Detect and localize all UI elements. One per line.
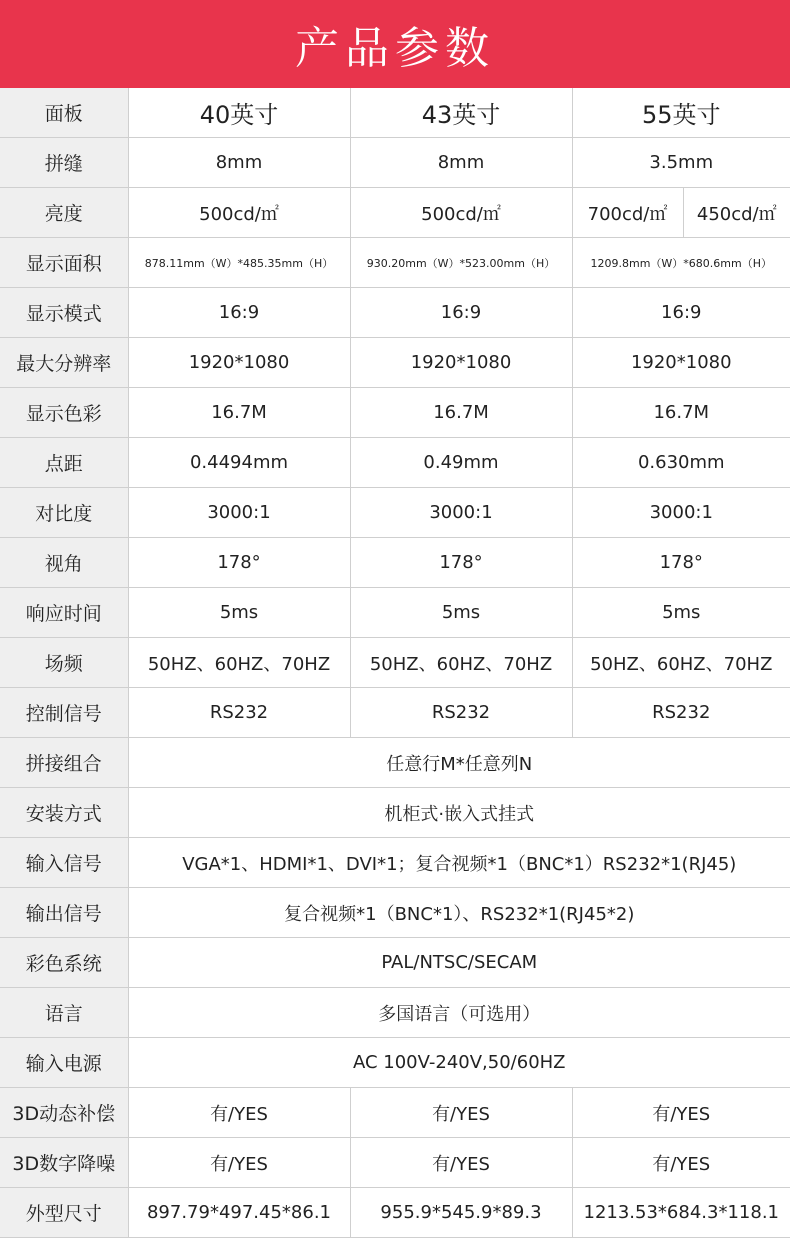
spec-row-installation <box>0 788 790 838</box>
spec-row-dot-pitch <box>0 438 790 488</box>
spec-label: 对比度 <box>0 488 128 538</box>
spec-value-43in: 有/YES <box>350 1138 572 1188</box>
spec-value-40in: 1920*1080 <box>128 338 350 388</box>
spec-value-55in: 有/YES <box>572 1138 790 1188</box>
spec-value-55in: 16.7M <box>572 388 790 438</box>
spec-row-brightness <box>0 188 790 238</box>
spec-value-55in-b: 450cd/㎡ <box>683 188 790 238</box>
spec-value-43in: 1920*1080 <box>350 338 572 388</box>
spec-value-43in: 3000:1 <box>350 488 572 538</box>
spec-value-55in: 178° <box>572 538 790 588</box>
spec-value-55in: 1920*1080 <box>572 338 790 388</box>
spec-value-40in: 50HZ、60HZ、70HZ <box>128 638 350 688</box>
spec-value-43in: 16.7M <box>350 388 572 438</box>
spec-row-display-mode <box>0 288 790 338</box>
spec-label: 面板 <box>0 88 128 138</box>
spec-row-viewing-angle <box>0 538 790 588</box>
spec-value-all: 机柜式·嵌入式挂式 <box>128 788 790 838</box>
spec-row-dimensions <box>0 1188 790 1238</box>
spec-value-all: 任意行M*任意列N <box>128 738 790 788</box>
spec-label: 拼接组合 <box>0 738 128 788</box>
spec-value-40in: 5ms <box>128 588 350 638</box>
spec-row-splicing <box>0 738 790 788</box>
spec-value-40in: 178° <box>128 538 350 588</box>
spec-label: 3D动态补偿 <box>0 1088 128 1138</box>
spec-value-43in: 43英寸 <box>350 88 572 138</box>
spec-value-43in: 16:9 <box>350 288 572 338</box>
spec-label: 输出信号 <box>0 888 128 938</box>
spec-label: 视角 <box>0 538 128 588</box>
spec-table <box>0 88 790 1238</box>
spec-value-55in: 有/YES <box>572 1088 790 1138</box>
spec-label: 亮度 <box>0 188 128 238</box>
spec-value-55in: 1209.8mm（W）*680.6mm（H） <box>572 238 790 288</box>
spec-label: 安装方式 <box>0 788 128 838</box>
spec-value-43in: 50HZ、60HZ、70HZ <box>350 638 572 688</box>
spec-row-digital-3d <box>0 1138 790 1188</box>
spec-label: 场频 <box>0 638 128 688</box>
spec-row-display-area <box>0 238 790 288</box>
spec-row-control-signal <box>0 688 790 738</box>
spec-value-40in: 0.4494mm <box>128 438 350 488</box>
spec-row-panel <box>0 88 790 138</box>
spec-value-55in: 3.5mm <box>572 138 790 188</box>
spec-value-43in: 955.9*545.9*89.3 <box>350 1188 572 1238</box>
spec-value-55in: 3000:1 <box>572 488 790 538</box>
spec-row-color-depth <box>0 388 790 438</box>
spec-value-55in: RS232 <box>572 688 790 738</box>
spec-value-55in: 16:9 <box>572 288 790 338</box>
spec-label: 控制信号 <box>0 688 128 738</box>
spec-value-55in: 1213.53*684.3*118.1 <box>572 1188 790 1238</box>
page-title: 产品参数 <box>0 0 790 88</box>
spec-row-language <box>0 988 790 1038</box>
spec-value-43in: 有/YES <box>350 1088 572 1138</box>
spec-label: 输入信号 <box>0 838 128 888</box>
spec-label: 语言 <box>0 988 128 1038</box>
spec-value-40in: 3000:1 <box>128 488 350 538</box>
spec-value-43in: 8mm <box>350 138 572 188</box>
spec-row-color-system <box>0 938 790 988</box>
spec-value-40in: 16:9 <box>128 288 350 338</box>
spec-label: 响应时间 <box>0 588 128 638</box>
spec-label: 3D数字降噪 <box>0 1138 128 1188</box>
spec-value-43in: 0.49mm <box>350 438 572 488</box>
spec-value-40in: RS232 <box>128 688 350 738</box>
spec-row-dynamic-3d <box>0 1088 790 1138</box>
spec-row-response-time <box>0 588 790 638</box>
spec-value-43in: 930.20mm（W）*523.00mm（H） <box>350 238 572 288</box>
spec-label: 最大分辨率 <box>0 338 128 388</box>
spec-value-40in: 500cd/㎡ <box>128 188 350 238</box>
spec-label: 彩色系统 <box>0 938 128 988</box>
spec-value-all: 复合视频*1（BNC*1）、RS232*1(RJ45*2) <box>128 888 790 938</box>
spec-value-40in: 897.79*497.45*86.1 <box>128 1188 350 1238</box>
spec-label: 拼缝 <box>0 138 128 188</box>
spec-label: 外型尺寸 <box>0 1188 128 1238</box>
spec-row-field-frequency <box>0 638 790 688</box>
spec-value-43in: RS232 <box>350 688 572 738</box>
spec-value-all: AC 100V-240V,50/60HZ <box>128 1038 790 1088</box>
spec-value-55in: 50HZ、60HZ、70HZ <box>572 638 790 688</box>
spec-value-40in: 有/YES <box>128 1138 350 1188</box>
spec-row-power-input <box>0 1038 790 1088</box>
spec-value-all: VGA*1、HDMI*1、DVI*1；复合视频*1（BNC*1）RS232*1(RJ45) <box>128 838 790 888</box>
spec-value-all: PAL/NTSC/SECAM <box>128 938 790 988</box>
spec-value-55in: 0.630mm <box>572 438 790 488</box>
spec-value-40in: 40英寸 <box>128 88 350 138</box>
spec-value-43in: 5ms <box>350 588 572 638</box>
spec-value-55in: 55英寸 <box>572 88 790 138</box>
spec-value-40in: 16.7M <box>128 388 350 438</box>
spec-label: 显示模式 <box>0 288 128 338</box>
spec-value-40in: 878.11mm（W）*485.35mm（H） <box>128 238 350 288</box>
spec-value-40in: 有/YES <box>128 1088 350 1138</box>
spec-value-40in: 8mm <box>128 138 350 188</box>
spec-value-43in: 500cd/㎡ <box>350 188 572 238</box>
spec-value-all: 多国语言（可选用） <box>128 988 790 1038</box>
spec-value-43in: 178° <box>350 538 572 588</box>
spec-row-contrast <box>0 488 790 538</box>
spec-row-seam <box>0 138 790 188</box>
spec-label: 点距 <box>0 438 128 488</box>
spec-label: 输入电源 <box>0 1038 128 1088</box>
spec-row-max-resolution <box>0 338 790 388</box>
spec-row-output-signal <box>0 888 790 938</box>
spec-label: 显示色彩 <box>0 388 128 438</box>
spec-value-55in: 5ms <box>572 588 790 638</box>
spec-label: 显示面积 <box>0 238 128 288</box>
spec-value-55in-a: 700cd/㎡ <box>572 188 683 238</box>
spec-row-input-signal <box>0 838 790 888</box>
